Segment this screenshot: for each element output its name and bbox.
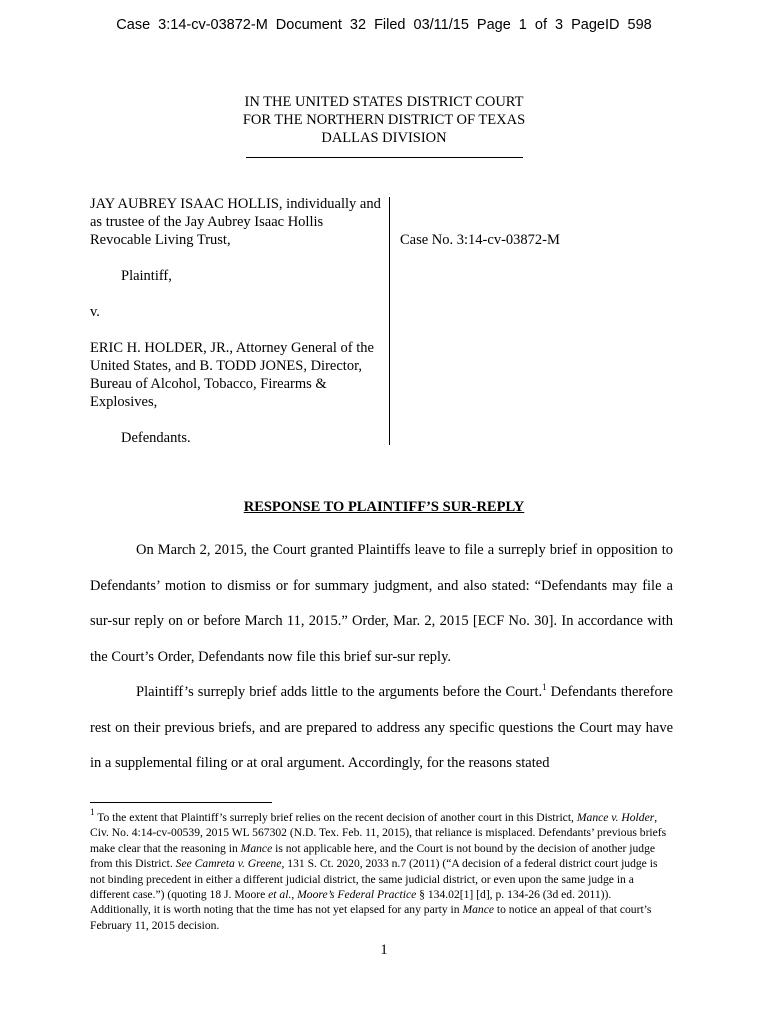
page-number: 1 (380, 942, 388, 958)
footnote-case-name: Mance (240, 841, 273, 855)
footnote-case-name: Mance (462, 903, 494, 917)
body-paragraph-2-part-1: Plaintiff’s surreply brief adds little to the arguments before the Court. (136, 684, 543, 700)
footnote-separator (90, 802, 272, 803)
defendants-label: Defendants. (121, 430, 191, 446)
footnote-text: to notice an appeal of that court’s February 11, 2015 decision. (90, 903, 652, 932)
footnote-text: , Civ. No. 4:14-cv-00539, 2015 WL 567302 (N.D. Tex. Feb. 11, 2015), that reliance is misplaced. Defendants’ previous briefs make clear that the reasoning in (90, 811, 667, 855)
footnote-case-name: Mance v. Holder (576, 811, 655, 824)
body-text (90, 533, 673, 782)
case-caption-parties (90, 195, 382, 447)
footnote-italic: et al. (268, 888, 292, 902)
body-paragraph-2 (90, 675, 673, 782)
footnote-1 (90, 807, 673, 933)
defendants-names: ERIC H. HOLDER, JR., Attorney General of the United States, and B. TODD JONES, Director, Bureau of Alcohol, Tobacco, Firearms & Explosives, (90, 340, 374, 410)
heading-rule (246, 157, 523, 158)
footnote-reference[interactable]: 1 (542, 682, 547, 692)
footnote-marker: 1 (90, 807, 95, 817)
plaintiff-name: JAY AUBREY ISAAC HOLLIS, individually and as trustee of the Jay Aubrey Isaac Hollis Revocable Living Trust, (90, 196, 381, 248)
footnote-text: To the extent that Plaintiff’s surreply brief relies on the recent decision of another court in this District, (94, 811, 577, 824)
court-line-2: FOR THE NORTHERN DISTRICT OF TEXAS (242, 112, 526, 128)
footnote-text: , 131 S. Ct. 2020, 2033 n.7 (2011) (“A decision of a federal district court judge is not binding precedent in either a different judicial district, the same judicial district, or even upon the same judge in a different case.”) (quoting 18 J. Moore (90, 857, 658, 902)
court-line-1: IN THE UNITED STATES DISTRICT COURT (244, 94, 524, 110)
filing-header-stamp: Case 3:14-cv-03872-M Document 32 Filed 03/11/15 Page 1 of 3 PageID 598 (116, 17, 652, 33)
footnote-text: is not applicable here, and the Court is not bound by the decision of another judge from this District. (90, 841, 656, 871)
footnote-treatise-name: Moore’s Federal Practice (297, 888, 417, 902)
court-line-3: DALLAS DIVISION (321, 130, 447, 146)
footnote-citation-signal: See Camreta v. Greene (175, 857, 282, 871)
versus-label: v. (90, 304, 100, 320)
footnote-text: § 134.02[1] [d], p. 134-26 (3d ed. 2011)). Additionally, it is worth noting that the time has not yet elapsed for any party in (90, 888, 612, 917)
case-number: Case No. 3:14-cv-03872-M (400, 232, 560, 248)
footnote-text: , (291, 888, 298, 902)
body-paragraph-1: On March 2, 2015, the Court granted Plaintiffs leave to file a surreply brief in opposition to Defendants’ motion to dismiss or for summary judgment, and also stated: “Defendants may file a sur-sur reply on or before March 11, 2015.” Order, Mar. 2, 2015 [ECF No. 30]. In accordance with the Court’s Order, Defendants now file this brief sur-sur reply. (90, 542, 673, 665)
document-title: RESPONSE TO PLAINTIFF’S SUR-REPLY (243, 499, 525, 515)
court-heading (0, 93, 768, 158)
caption-divider (389, 197, 390, 445)
plaintiff-label: Plaintiff, (121, 268, 172, 284)
body-paragraph-2-part-2: Defendants therefore rest on their previous briefs, and are prepared to address any specific questions the Court may have in a supplemental filing or at oral argument. Accordingly, for the reasons stated (90, 684, 673, 771)
